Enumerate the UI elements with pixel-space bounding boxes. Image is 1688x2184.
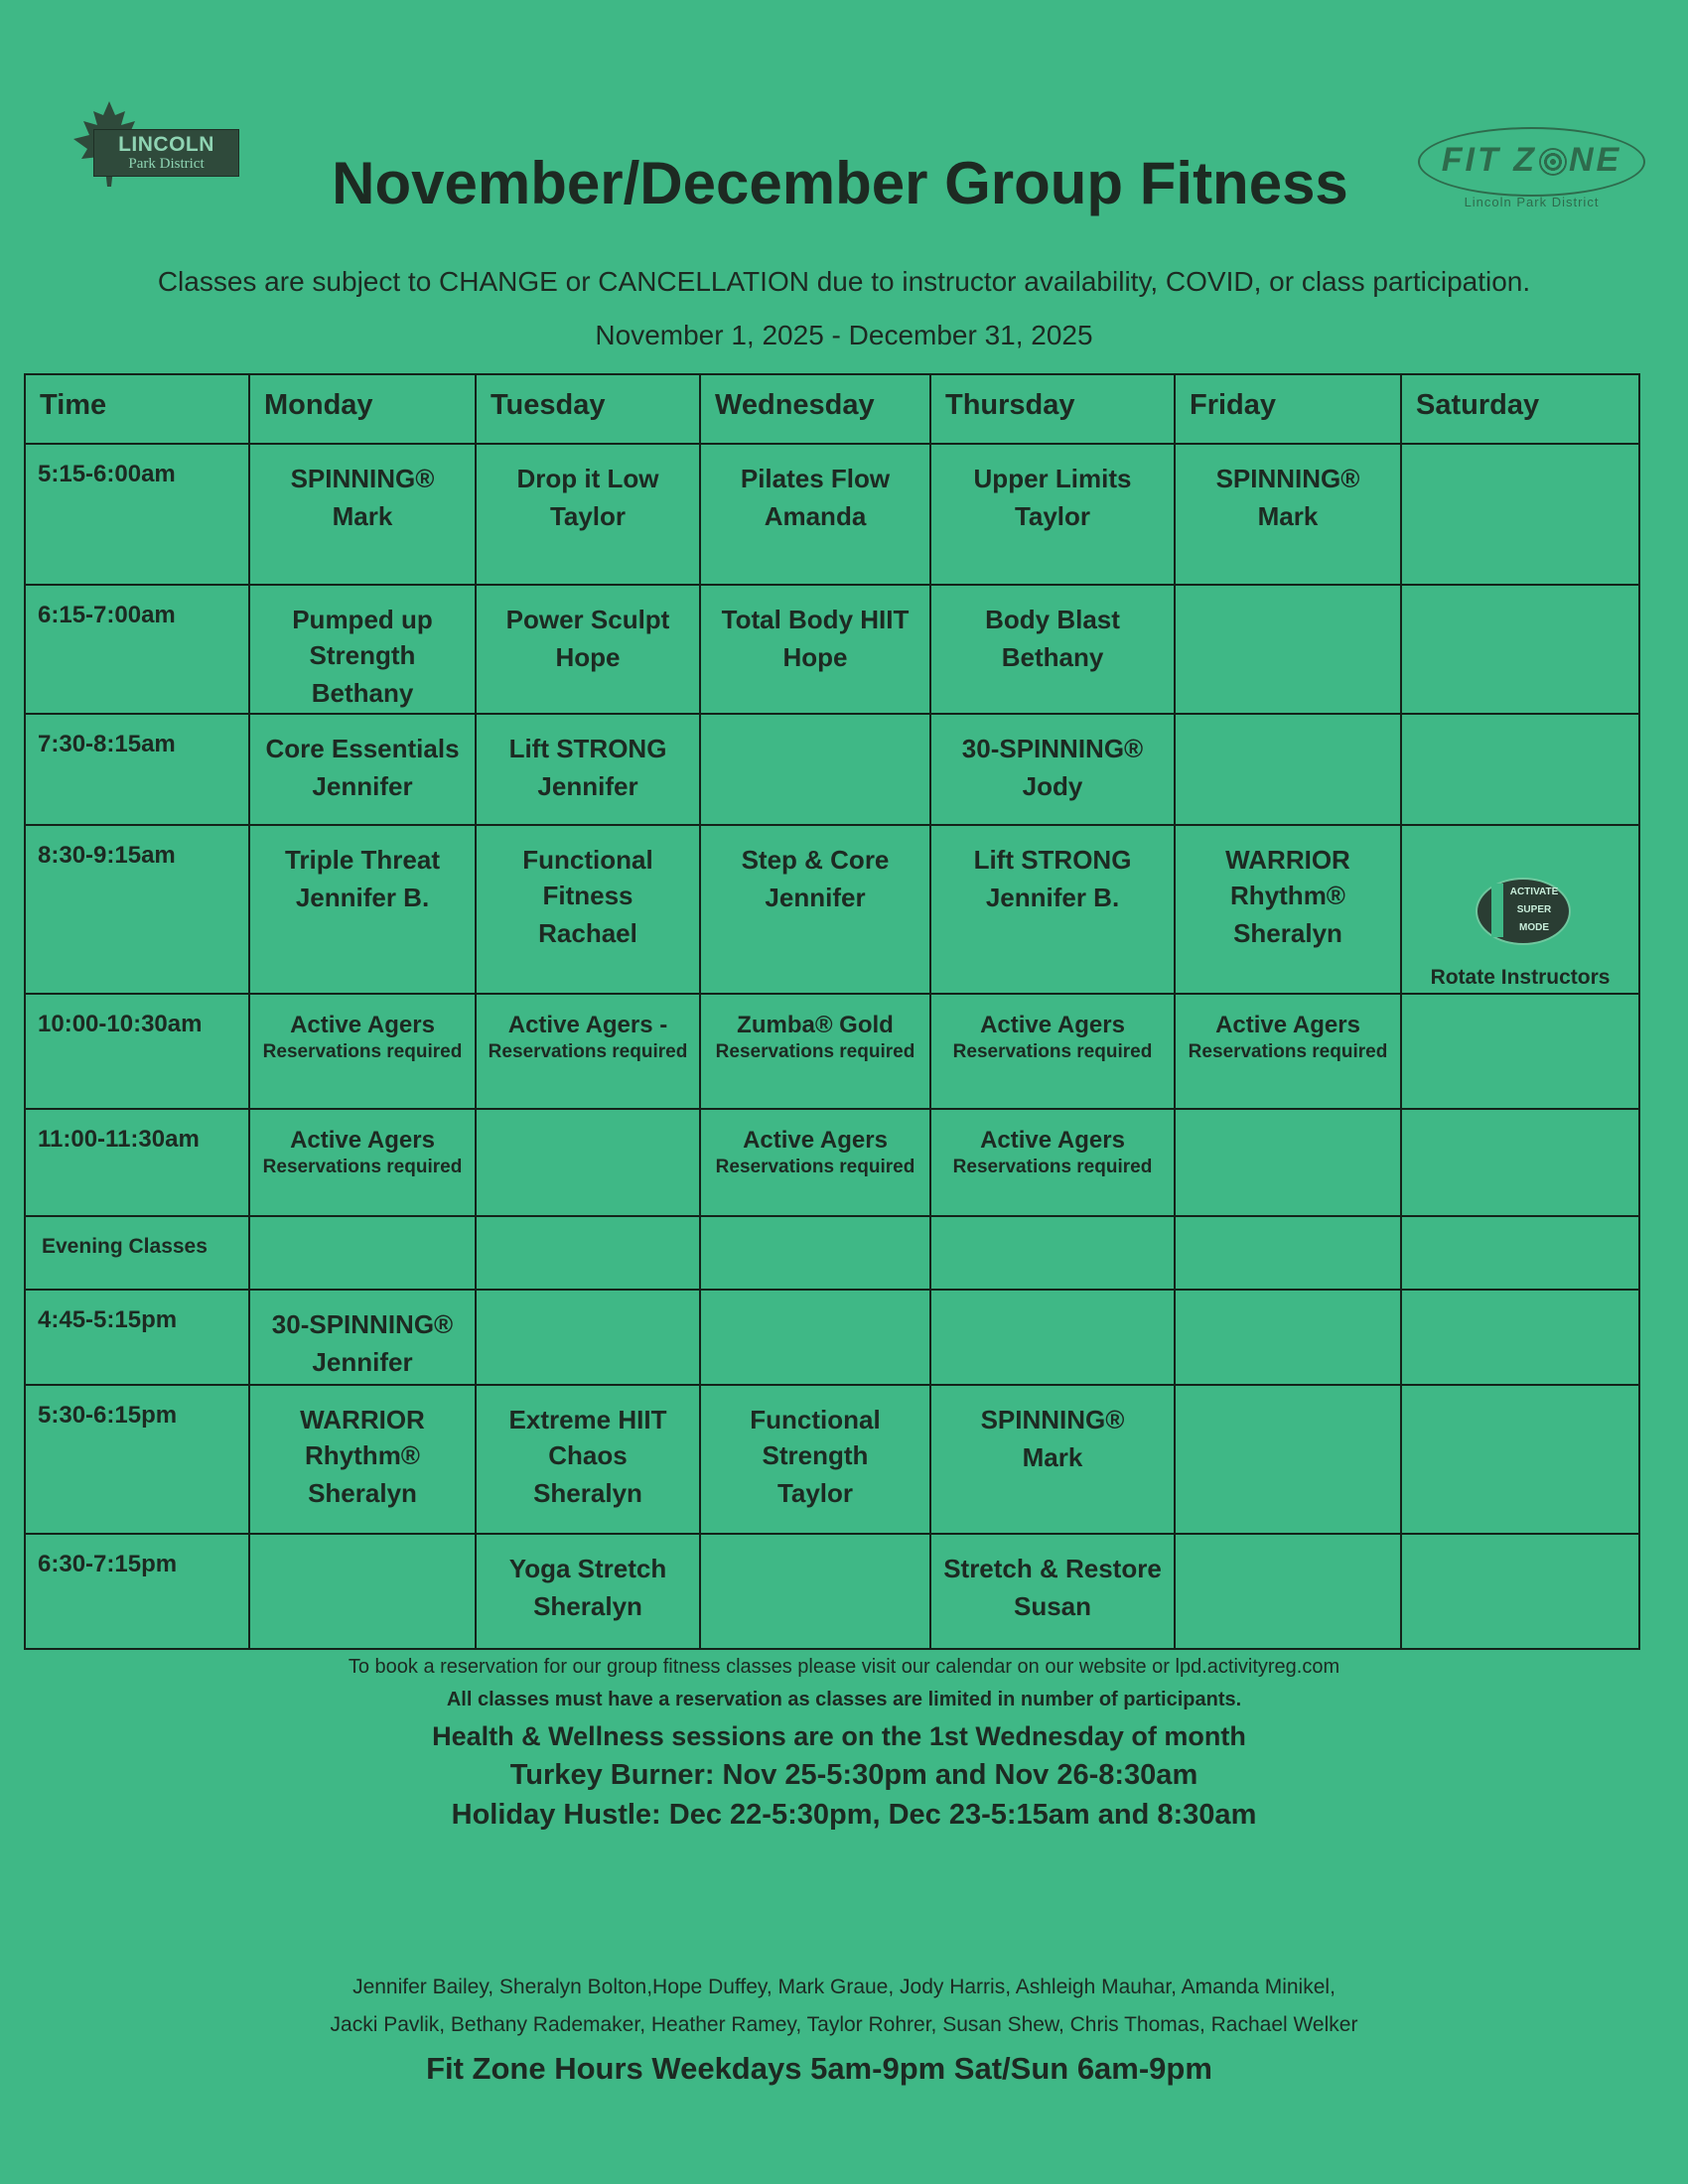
class-cell-monday (249, 1385, 476, 1534)
evening-classes-label: Evening Classes (25, 1216, 249, 1290)
class-cell-monday (249, 585, 476, 714)
class-name: Power Sculpt (505, 605, 670, 634)
column-header-wednesday: Wednesday (700, 374, 930, 444)
reservation-required-note: Reservations required (715, 1157, 915, 1177)
logo-line-lincoln: LINCOLN (118, 133, 214, 156)
class-cell-monday (249, 1290, 476, 1385)
fit-zone-logo-text-a: FIT Z (1441, 141, 1537, 179)
fit-zone-logo-text-b: NE (1568, 141, 1622, 179)
activate-super-mode-badge-icon (1472, 878, 1569, 943)
class-cell-saturday (1401, 825, 1639, 994)
column-header-friday: Friday (1175, 374, 1401, 444)
class-name: Functional Fitness (522, 845, 653, 910)
class-cell-thursday (930, 1216, 1175, 1290)
fit-zone-hours: Fit Zone Hours Weekdays 5am-9pm Sat/Sun 6am-9pm (426, 2051, 1212, 2086)
class-instructor: Rachael (538, 918, 637, 948)
class-instructor: Jody (1022, 771, 1083, 801)
class-cell-tuesday (476, 1534, 700, 1649)
class-cell-friday (1175, 825, 1401, 994)
class-cell-wednesday (700, 1216, 930, 1290)
class-instructor: Jennifer (312, 1347, 413, 1377)
class-name: Extreme HIIT Chaos (508, 1405, 667, 1470)
class-name: Stretch & Restore (943, 1554, 1162, 1583)
class-cell-saturday (1401, 444, 1639, 585)
class-name: WARRIOR Rhythm® (300, 1405, 425, 1470)
class-cell-saturday (1401, 714, 1639, 825)
booking-info: To book a reservation for our group fitness classes please visit our calendar on our website or lpd.activityreg.com (348, 1656, 1340, 1678)
schedule-row (25, 1290, 1639, 1385)
class-instructor: Jennifer B. (985, 883, 1120, 912)
time-slot: 5:15-6:00am (25, 444, 249, 585)
class-cell-saturday (1401, 1109, 1639, 1216)
class-cell-monday (249, 714, 476, 825)
class-cell-thursday (930, 585, 1175, 714)
class-cell-monday (249, 994, 476, 1109)
class-name: Total Body HIIT (721, 605, 910, 634)
class-cell-wednesday (700, 714, 930, 825)
column-header-saturday: Saturday (1401, 374, 1639, 444)
column-header-thursday: Thursday (930, 374, 1175, 444)
class-name: Active Agers (290, 1127, 435, 1154)
class-cell-monday (249, 825, 476, 994)
instructor-list-line-2: Jacki Pavlik, Bethany Rademaker, Heather Ramey, Taylor Rohrer, Susan Shew, Chris Thomas, Rachael Welker (330, 2013, 1358, 2036)
fit-zone-logo-subtitle: Lincoln Park District (1464, 195, 1600, 209)
class-cell-tuesday (476, 825, 700, 994)
class-cell-friday (1175, 1216, 1401, 1290)
class-cell-friday (1175, 585, 1401, 714)
class-name: Active Agers (1215, 1012, 1360, 1038)
health-wellness-note: Health & Wellness sessions are on the 1st Wednesday of month (432, 1721, 1246, 1751)
class-name: SPINNING® (980, 1405, 1125, 1434)
column-header-time: Time (25, 374, 249, 444)
class-instructor: Bethany (311, 678, 414, 708)
class-instructor: Taylor (776, 1478, 854, 1508)
class-name: Step & Core (741, 845, 890, 875)
class-name: Zumba® Gold (737, 1012, 894, 1038)
class-instructor: Mark (332, 501, 393, 531)
class-cell-thursday (930, 444, 1175, 585)
class-name: Body Blast (985, 605, 1120, 634)
class-cell-thursday (930, 825, 1175, 994)
class-cell-wednesday (700, 1534, 930, 1649)
class-instructor: Susan (1013, 1591, 1092, 1621)
class-cell-tuesday (476, 1385, 700, 1534)
class-cell-friday (1175, 994, 1401, 1109)
class-cell-friday (1175, 1290, 1401, 1385)
class-instructor: Sheralyn (308, 1478, 417, 1508)
class-cell-saturday (1401, 994, 1639, 1109)
class-name: Active Agers (980, 1012, 1125, 1038)
page-title (0, 149, 1688, 217)
reservation-required-note: Reservations required (952, 1157, 1153, 1177)
class-name: Pilates Flow (740, 464, 891, 493)
class-cell-saturday (1401, 1534, 1639, 1649)
schedule-row (25, 994, 1639, 1109)
class-cell-thursday (930, 1109, 1175, 1216)
class-cell-saturday (1401, 1216, 1639, 1290)
class-instructor: Hope (555, 642, 621, 672)
class-name: Active Agers (290, 1012, 435, 1038)
class-cell-wednesday (700, 1109, 930, 1216)
class-instructor: Jennifer B. (295, 883, 430, 912)
class-cell-tuesday (476, 1109, 700, 1216)
class-name: Functional Strength (750, 1405, 881, 1470)
class-cell-thursday (930, 1290, 1175, 1385)
class-name: 30-SPINNING® (271, 1309, 454, 1339)
reservation-required-note: Reservations required (1188, 1041, 1388, 1062)
schedule-row (25, 444, 1639, 585)
class-cell-friday (1175, 714, 1401, 825)
reservation-note: All classes must have a reservation as classes are limited in number of participants. (446, 1689, 1242, 1710)
class-cell-thursday (930, 1385, 1175, 1534)
class-cell-tuesday (476, 714, 700, 825)
change-notice: Classes are subject to CHANGE or CANCELLATION due to instructor availability, COVID, or class participation. (157, 266, 1531, 297)
class-cell-saturday (1401, 1385, 1639, 1534)
class-cell-tuesday (476, 1216, 700, 1290)
class-instructor: Taylor (549, 501, 627, 531)
class-name: Drop it Low (516, 464, 659, 493)
class-cell-wednesday (700, 825, 930, 994)
class-name: WARRIOR Rhythm® (1225, 845, 1350, 910)
class-name: SPINNING® (1215, 464, 1360, 493)
class-cell-tuesday (476, 444, 700, 585)
class-instructor: Taylor (1014, 501, 1091, 531)
class-cell-tuesday (476, 585, 700, 714)
class-cell-wednesday (700, 994, 930, 1109)
class-instructor: Jennifer (312, 771, 413, 801)
schedule-row (25, 714, 1639, 825)
class-name: Lift STRONG (973, 845, 1132, 875)
class-name: Triple Threat (284, 845, 441, 875)
class-cell-thursday (930, 994, 1175, 1109)
class-name: Upper Limits (973, 464, 1132, 493)
reservation-required-note: Reservations required (262, 1041, 463, 1062)
reservation-required-note: Reservations required (262, 1157, 463, 1177)
time-slot: 11:00-11:30am (25, 1109, 249, 1216)
schedule-header-row (25, 374, 1639, 444)
class-instructor: Hope (782, 642, 848, 672)
class-cell-friday (1175, 1109, 1401, 1216)
class-cell-tuesday (476, 994, 700, 1109)
turkey-burner-note: Turkey Burner: Nov 25-5:30pm and Nov 26-8:30am (509, 1759, 1198, 1791)
class-instructor: Mark (1022, 1442, 1083, 1472)
schedule-row (25, 585, 1639, 714)
class-cell-friday (1175, 1385, 1401, 1534)
class-cell-saturday (1401, 585, 1639, 714)
class-name: Yoga Stretch (508, 1554, 667, 1583)
holiday-hustle-note: Holiday Hustle: Dec 22-5:30pm, Dec 23-5:15am and 8:30am (451, 1799, 1257, 1831)
time-slot: 4:45-5:15pm (25, 1290, 249, 1385)
time-slot: 5:30-6:15pm (25, 1385, 249, 1534)
class-instructor: Sheralyn (533, 1478, 642, 1508)
column-header-monday: Monday (249, 374, 476, 444)
class-instructor: Rotate Instructors (1430, 966, 1611, 989)
class-name: 30-SPINNING® (961, 734, 1144, 763)
class-cell-monday (249, 444, 476, 585)
class-instructor: Sheralyn (1233, 918, 1342, 948)
schedule-table (24, 373, 1640, 1650)
class-cell-thursday (930, 1534, 1175, 1649)
class-name: Lift STRONG (508, 734, 667, 763)
reservation-required-note: Reservations required (715, 1041, 915, 1062)
schedule-row (25, 825, 1639, 994)
class-name: Core Essentials (265, 734, 460, 763)
schedule-row (25, 1534, 1639, 1649)
class-cell-wednesday (700, 1290, 930, 1385)
class-cell-wednesday (700, 1385, 930, 1534)
class-cell-monday (249, 1534, 476, 1649)
schedule-row (25, 1385, 1639, 1534)
instructor-list-line-1: Jennifer Bailey, Sheralyn Bolton,Hope Duffey, Mark Graue, Jody Harris, Ashleigh Mauhar, Amanda Minikel, (352, 1976, 1336, 1998)
class-instructor: Jennifer (765, 883, 866, 912)
page-title-text: November/December Group Fitness (332, 150, 1348, 216)
class-cell-saturday (1401, 1290, 1639, 1385)
badge-text: ACTIVATE SUPER MODE (1509, 887, 1559, 933)
class-cell-friday (1175, 1534, 1401, 1649)
time-slot: 8:30-9:15am (25, 825, 249, 994)
class-cell-monday (249, 1109, 476, 1216)
time-slot: 7:30-8:15am (25, 714, 249, 825)
class-instructor: Jennifer (537, 771, 638, 801)
class-instructor: Mark (1257, 501, 1319, 531)
class-name: Active Agers (980, 1127, 1125, 1154)
schedule-row (25, 1109, 1639, 1216)
class-cell-wednesday (700, 585, 930, 714)
class-instructor: Bethany (1001, 642, 1104, 672)
schedule-row (25, 1216, 1639, 1290)
class-name: Active Agers (743, 1127, 888, 1154)
class-cell-friday (1175, 444, 1401, 585)
class-name: Active Agers - (507, 1012, 668, 1038)
class-cell-tuesday (476, 1290, 700, 1385)
class-name: SPINNING® (290, 464, 435, 493)
time-slot: 6:15-7:00am (25, 585, 249, 714)
time-slot: 6:30-7:15pm (25, 1534, 249, 1649)
class-instructor: Sheralyn (533, 1591, 642, 1621)
class-cell-wednesday (700, 444, 930, 585)
date-range: November 1, 2025 - December 31, 2025 (595, 320, 1093, 350)
reservation-required-note: Reservations required (952, 1041, 1153, 1062)
class-cell-thursday (930, 714, 1175, 825)
class-name: Pumped up Strength (292, 605, 433, 670)
time-slot: 10:00-10:30am (25, 994, 249, 1109)
logo-line-park-district: Park District (128, 156, 205, 172)
class-instructor: Amanda (764, 501, 867, 531)
class-cell-monday (249, 1216, 476, 1290)
column-header-tuesday: Tuesday (476, 374, 700, 444)
reservation-required-note: Reservations required (488, 1041, 688, 1062)
